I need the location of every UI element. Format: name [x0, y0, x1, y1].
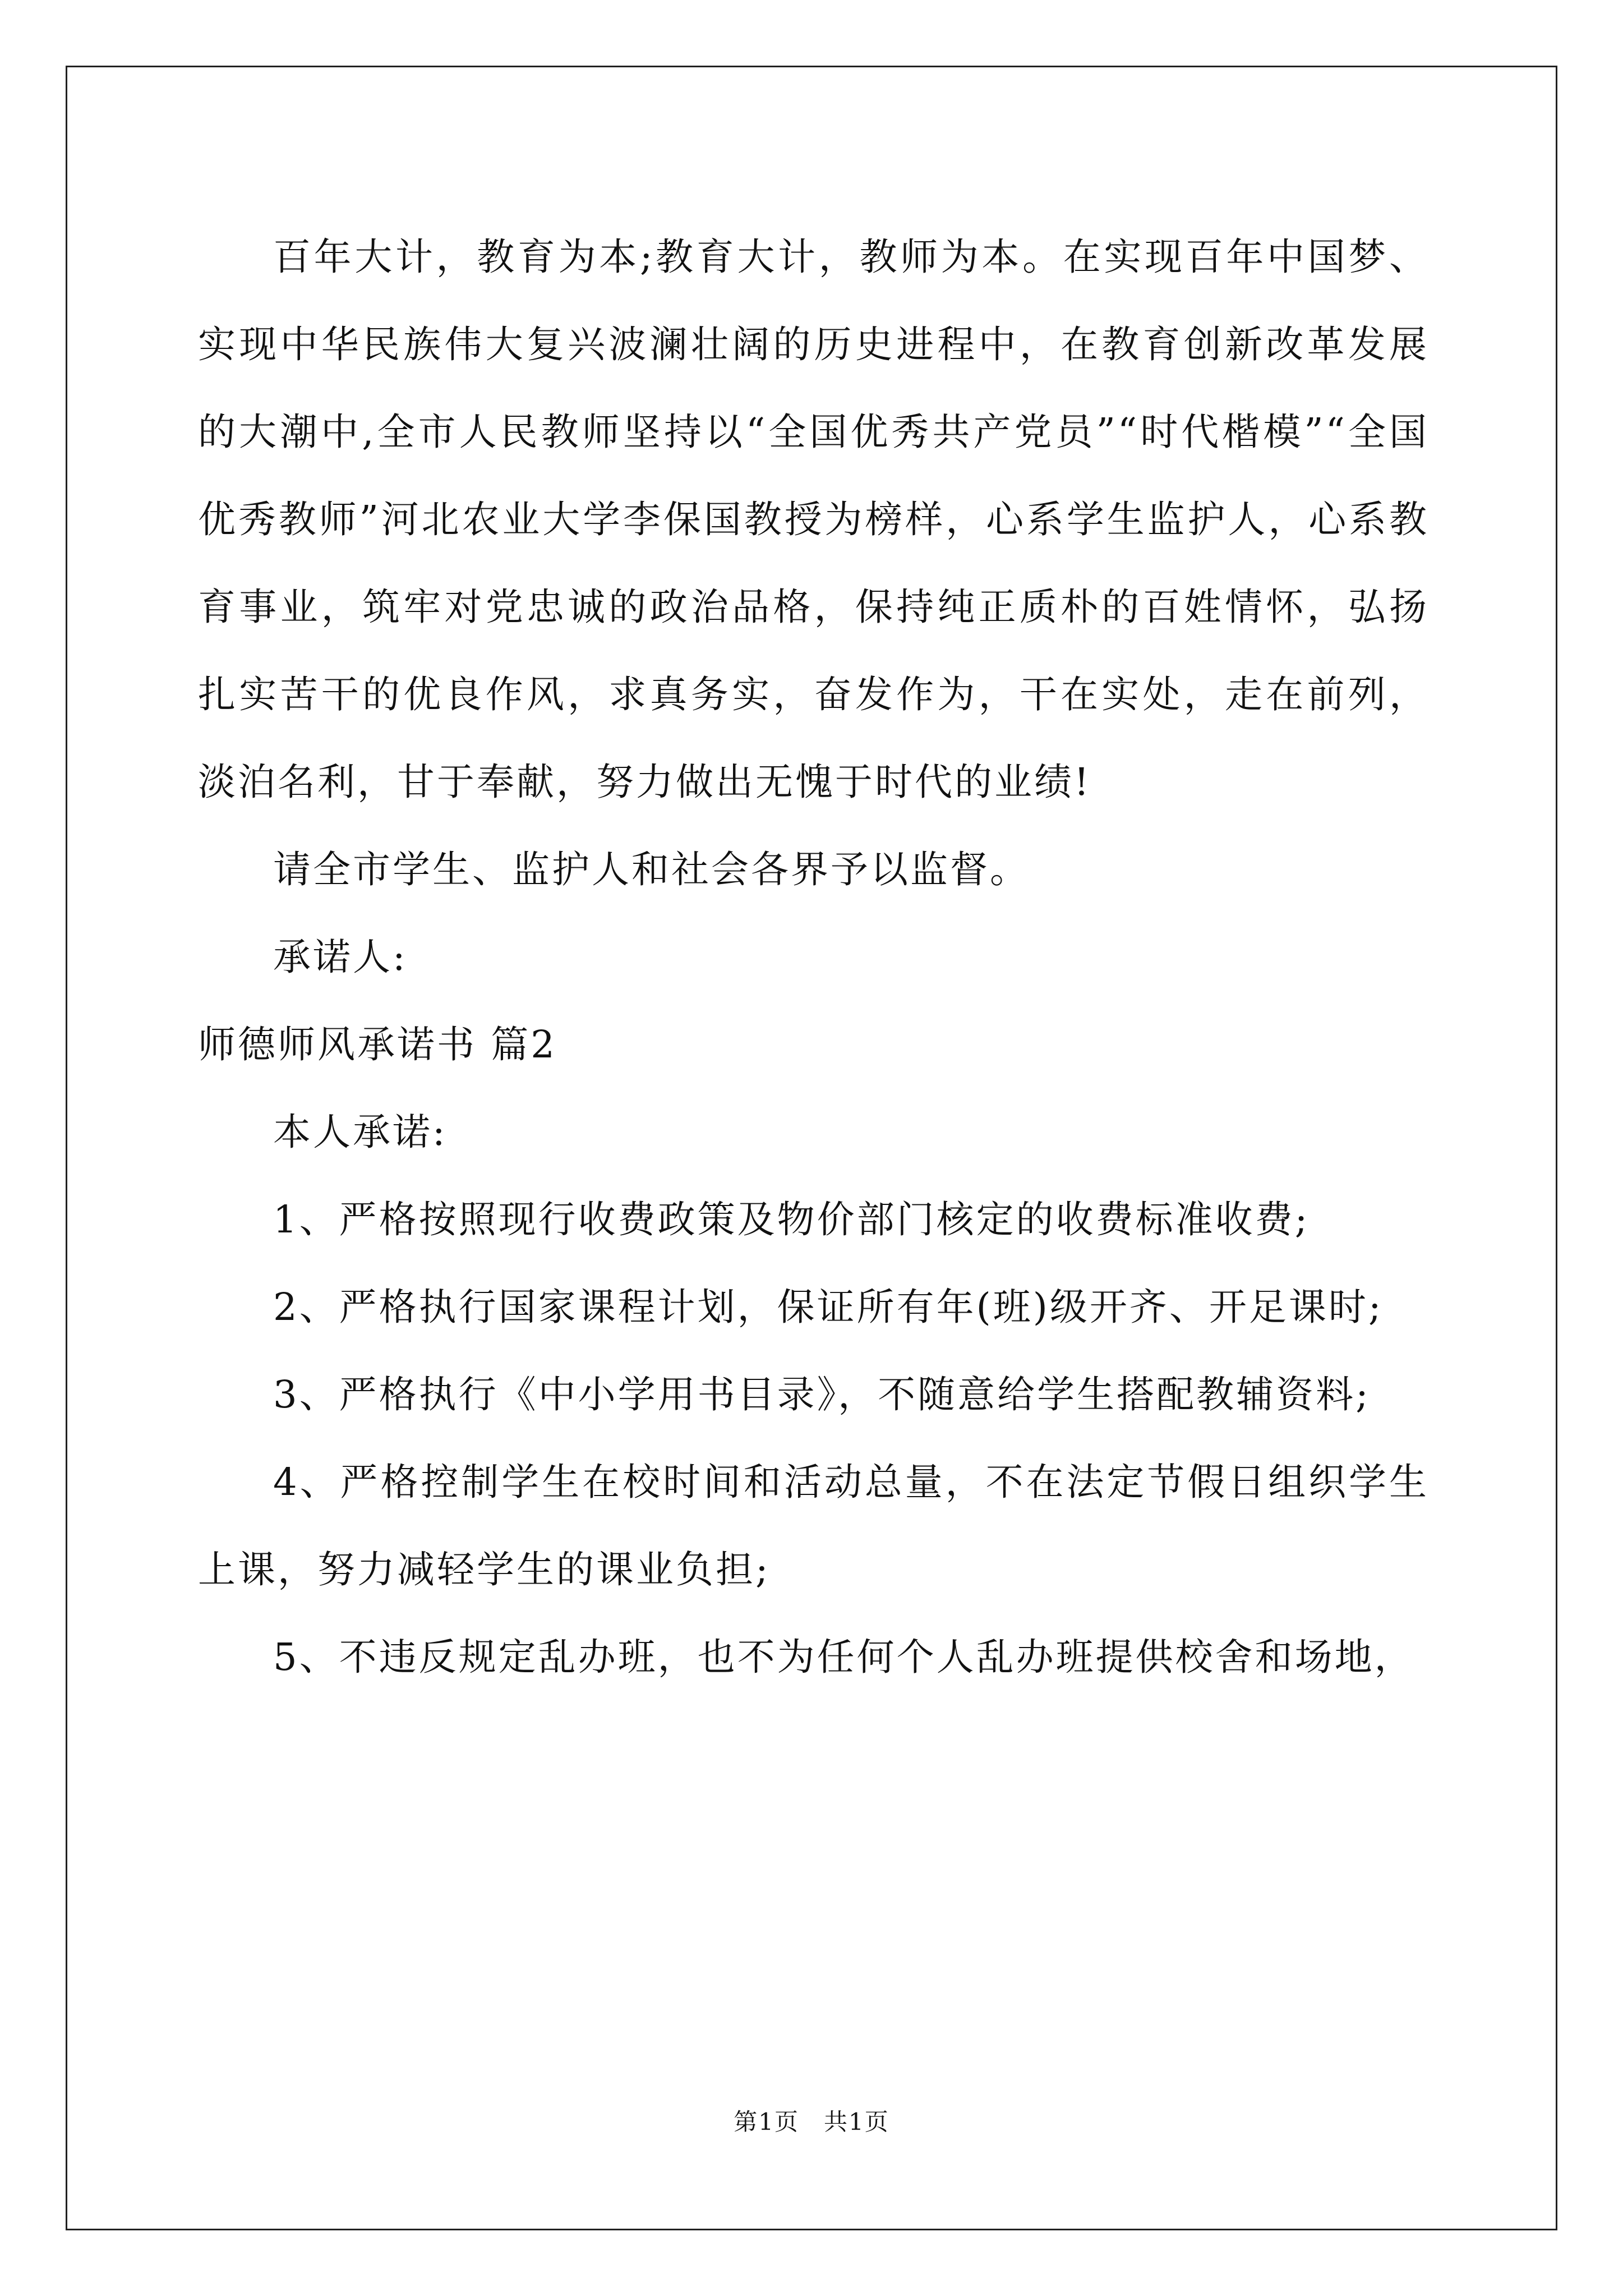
list-item-5: 5、不违反规定乱办班，也不为任何个人乱办班提供校舍和场地，	[273, 1635, 1414, 1679]
list-item-3: 3、严格执行《中小学用书目录》，不随意给学生搭配教辅资料;	[273, 1373, 1371, 1416]
page-number: 第1页 共1页	[734, 2108, 889, 2136]
paragraph-supervision: 请全市学生、监护人和社会各界予以监督。	[273, 848, 1030, 891]
paragraph-pledge-intro: 本人承诺:	[273, 1110, 448, 1154]
paragraph-intro: 百年大计，教育为本;教育大计，教师为本。在实现百年中国梦、实现中华民族伟大复兴波澜壮阔的历史进程中，在教育创新改革发展的大潮中,全市人民教师坚持以“全国优秀共产党员”“时代楷模”“全国优秀教师”河北农业大学李保国教授为榜样，心系学生监护人，心系教育事业，筑牢对党忠诚的政治品格，保持纯正质朴的百姓情怀，弘扬扎实苦干的优良作风，求真务实，奋发作为，干在实处，走在前列，淡泊名利，甘于奉献，努力做出无愧于时代的业绩!	[198, 235, 1429, 804]
list-item-4: 4、严格控制学生在校时间和活动总量，不在法定节假日组织学生上课，努力减轻学生的课业负担;	[198, 1460, 1429, 1591]
list-item-1: 1、严格按照现行收费政策及物价部门核定的收费标准收费;	[273, 1198, 1310, 1241]
paragraph-signatory: 承诺人:	[273, 935, 408, 979]
document-body	[198, 213, 1429, 1701]
section-heading: 师德师风承诺书 篇2	[198, 1023, 557, 1066]
list-item-2: 2、严格执行国家课程计划，保证所有年(班)级开齐、开足课时;	[273, 1285, 1384, 1329]
